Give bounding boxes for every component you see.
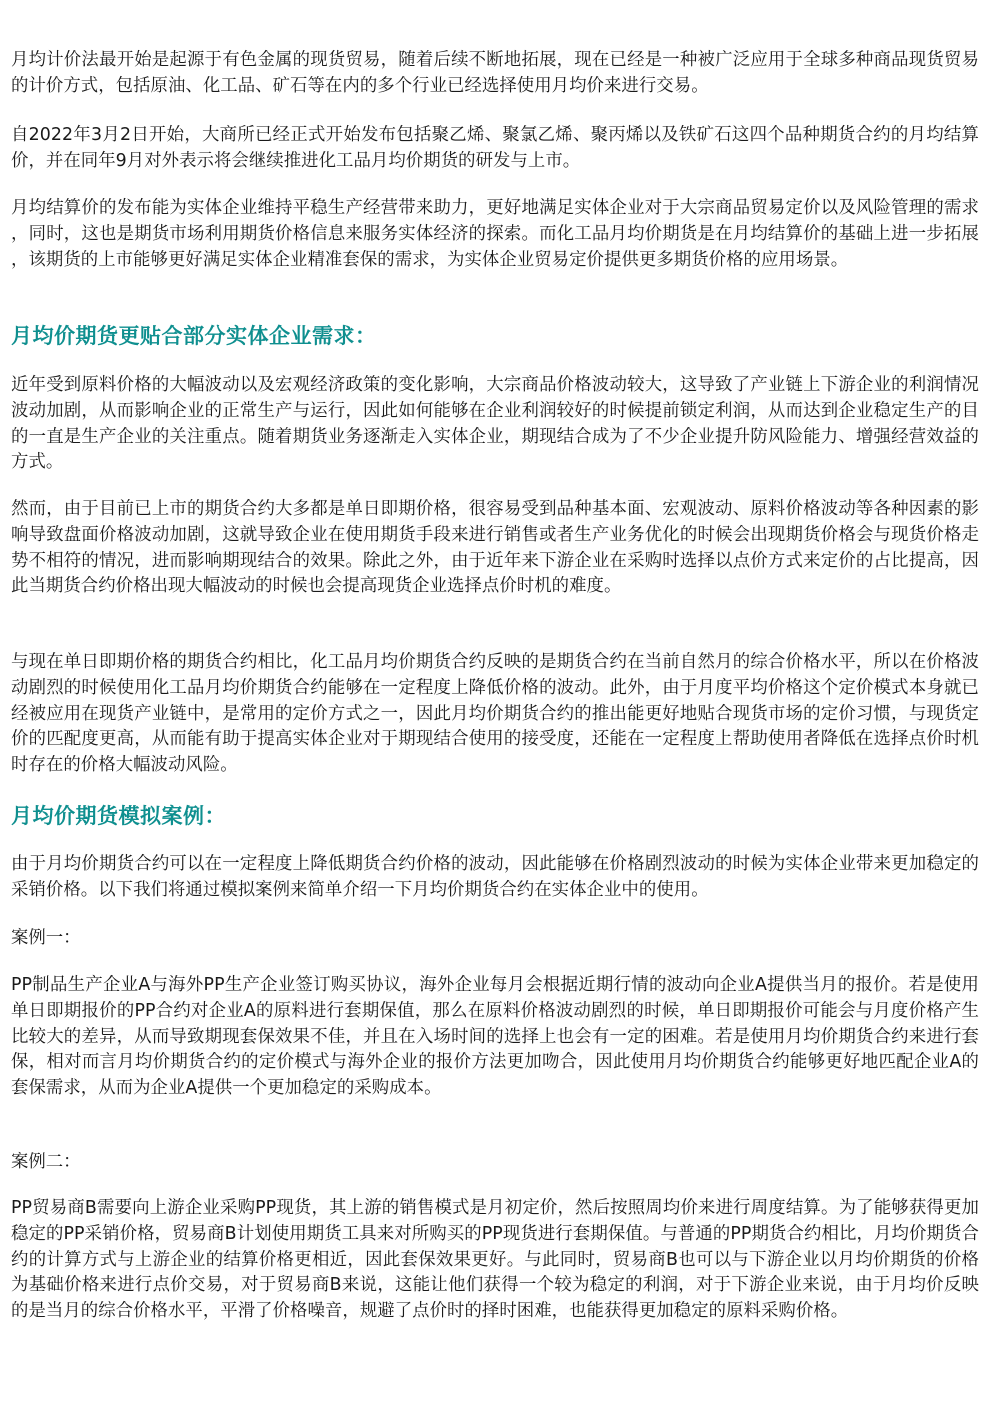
needs-paragraph-2: 然而，由于目前已上市的期货合约大多都是单日即期价格，很容易受到品种基本面、宏观波动、原料价格波动等各种因素的影响导致盘面价格波动加剧，这就导致企业在使用期货手段来进行销售或者生产业务优化的时候会出现期货价格会与现货价格走势不相符的情况，进而影响期现结合的效果。除此之外，由于近年来下游企业在采购时选择以点价方式来定价的占比提高，因此当期货合约价格出现大幅波动的时候也会提高现货企业选择点价时机的难度。 <box>11 499 979 597</box>
intro-paragraph-3: 月均结算价的发布能为实体企业维持平稳生产经营带来助力，更好地满足实体企业对于大宗商品贸易定价以及风险管理的需求，同时，这也是期货市场利用期货价格信息来服务实体经济的探索。而化工品月均价期货是在月均结算价的基础上进一步拓展，该期货的上市能够更好满足实体企业精准套保的需求，为实体企业贸易定价提供更多期货价格的应用场景。 <box>11 198 979 270</box>
case-two-label: 案例二： <box>11 1152 81 1172</box>
needs-paragraph-3: 与现在单日即期价格的期货合约相比，化工品月均价期货合约反映的是期货合约在当前自然月的综合价格水平，所以在价格波动剧烈的时候使用化工品月均价期货合约能够在一定程度上降低价格的波动。此外，由于月度平均价格这个定价模式本身就已经被应用在现货产业链中，是常用的定价方式之一，因此月均价期货合约的推出能更好地贴合现货市场的定价习惯，与现货定价的匹配度更高，从而能有助于提高实体企业对于期现结合使用的接受度，还能在一定程度上帮助使用者降低在选择点价时机时存在的价格大幅波动风险。 <box>11 652 979 776</box>
intro-paragraph-2: 自2022年3月2日开始，大商所已经正式开始发布包括聚乙烯、聚氯乙烯、聚丙烯以及铁矿石这四个品种期货合约的月均结算价，并在同年9月对外表示将会继续推进化工品月均价期货的研发与上市。 <box>11 125 979 171</box>
intro-paragraph-1: 月均计价法最开始是起源于有色金属的现货贸易，随着后续不断地拓展，现在已经是一种被广泛应用于全球多种商品现货贸易的计价方式，包括原油、化工品、矿石等在内的多个行业已经选择使用月均价来进行交易。 <box>11 50 979 96</box>
case-one-paragraph: PP制品生产企业A与海外PP生产企业签订购买协议，海外企业每月会根据近期行情的波动向企业A提供当月的报价。若是使用单日即期报价的PP合约对企业A的原料进行套期保值，那么在原料价格波动剧烈的时候，单日即期报价可能会与月度价格产生比较大的差异，从而导致期现套保效果不佳，并且在入场时间的选择上也会有一定的困难。若是使用月均价期货合约来进行套保，相对而言月均价期货合约的定价模式与海外企业的报价方法更加吻合，因此使用月均价期货合约能够更好地匹配企业A的套保需求，从而为企业A提供一个更加稳定的采购成本。 <box>11 975 979 1099</box>
needs-paragraph-1: 近年受到原料价格的大幅波动以及宏观经济政策的变化影响，大宗商品价格波动较大，这导致了产业链上下游企业的利润情况波动加剧，从而影响企业的正常生产与运行，因此如何能够在企业利润较好的时候提前锁定利润，从而达到企业稳定生产的目的一直是生产企业的关注重点。随着期货业务逐渐走入实体企业，期现结合成为了不少企业提升防风险能力、增强经营效益的方式。 <box>11 375 979 473</box>
case-one-label: 案例一： <box>11 928 81 948</box>
section-heading-needs: 月均价期货更贴合部分实体企业需求： <box>11 324 377 348</box>
cases-intro-paragraph: 由于月均价期货合约可以在一定程度上降低期货合约价格的波动，因此能够在价格剧烈波动的时候为实体企业带来更加稳定的采销价格。以下我们将通过模拟案例来简单介绍一下月均价期货合约在实体企业中的使用。 <box>11 854 979 900</box>
case-two-paragraph: PP贸易商B需要向上游企业采购PP现货，其上游的销售模式是月初定价，然后按照周均价来进行周度结算。为了能够获得更加稳定的PP采销价格，贸易商B计划使用期货工具来对所购买的PP现货进行套期保值。与普通的PP期货合约相比，月均价期货合约的计算方式与上游企业的结算价格更相近，因此套保效果更好。与此同时，贸易商B也可以与下游企业以月均价期货的价格为基础价格来进行点价交易，对于贸易商B来说，这能让他们获得一个较为稳定的利润，对于下游企业来说，由于月均价反映的是当月的综合价格水平，平滑了价格噪音，规避了点价时的择时困难，也能获得更加稳定的原料采购价格。 <box>11 1198 979 1322</box>
section-heading-cases: 月均价期货模拟案例： <box>11 804 226 828</box>
